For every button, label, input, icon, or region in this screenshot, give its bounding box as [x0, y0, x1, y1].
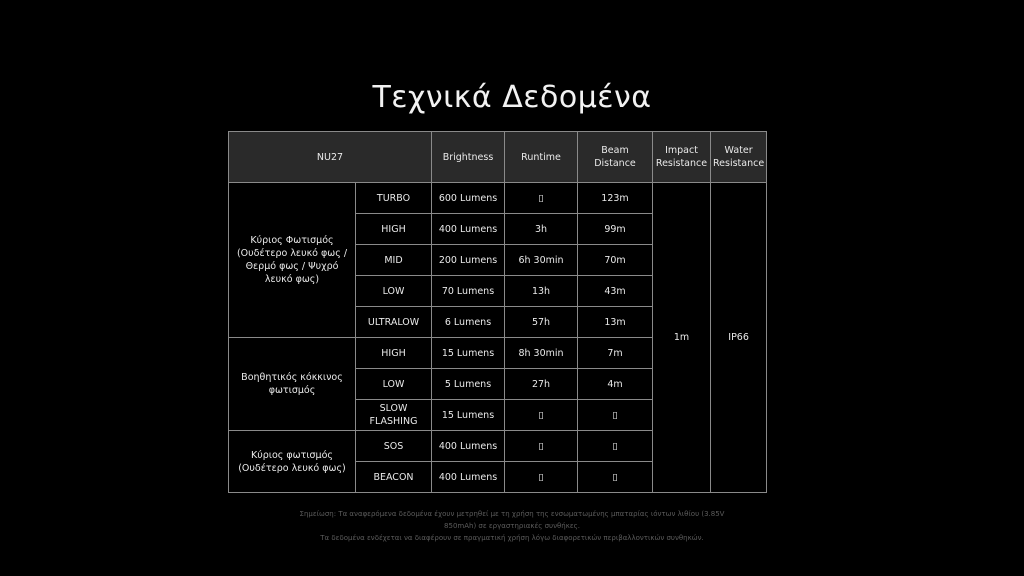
header-impact-resistance: Impact Resistance — [653, 132, 711, 183]
footnote-line: 850mAh) σε εργαστηριακές συνθήκες. — [444, 522, 580, 530]
brightness-cell: 400 Lumens — [432, 214, 505, 245]
mode-cell: MID — [356, 245, 432, 276]
brightness-cell: 400 Lumens — [432, 431, 505, 462]
mode-cell: SOS — [356, 431, 432, 462]
runtime-cell: ▯ — [505, 431, 578, 462]
brightness-cell: 200 Lumens — [432, 245, 505, 276]
header-beam-distance: Beam Distance — [578, 132, 653, 183]
header-model: NU27 — [229, 132, 432, 183]
runtime-cell: 57h — [505, 307, 578, 338]
runtime-cell: 27h — [505, 369, 578, 400]
mode-cell: ULTRALOW — [356, 307, 432, 338]
beam-cell: ▯ — [578, 400, 653, 431]
footnote-line: Τα δεδομένα ενδέχεται να διαφέρουν σε πραγματική χρήση λόγω διαφορετικών περιβαλλοντικών συνθηκών. — [320, 534, 704, 542]
footnote — [0, 508, 1024, 544]
brightness-cell: 600 Lumens — [432, 183, 505, 214]
beam-cell: 13m — [578, 307, 653, 338]
beam-cell: ▯ — [578, 431, 653, 462]
brightness-cell: 6 Lumens — [432, 307, 505, 338]
runtime-cell: ▯ — [505, 183, 578, 214]
impact-value: 1m — [653, 183, 711, 493]
mode-cell: HIGH — [356, 338, 432, 369]
beam-cell: 4m — [578, 369, 653, 400]
runtime-cell: 6h 30min — [505, 245, 578, 276]
runtime-cell: ▯ — [505, 400, 578, 431]
header-brightness: Brightness — [432, 132, 505, 183]
brightness-cell: 15 Lumens — [432, 400, 505, 431]
runtime-cell: 3h — [505, 214, 578, 245]
group-label: Βοηθητικός κόκκινος φωτισμός — [229, 338, 356, 431]
spec-table — [228, 131, 767, 493]
mode-cell: TURBO — [356, 183, 432, 214]
mode-cell: BEACON — [356, 462, 432, 493]
header-runtime: Runtime — [505, 132, 578, 183]
brightness-cell: 400 Lumens — [432, 462, 505, 493]
beam-cell: ▯ — [578, 462, 653, 493]
brightness-cell: 70 Lumens — [432, 276, 505, 307]
table-header-row — [229, 132, 767, 183]
beam-cell: 123m — [578, 183, 653, 214]
footnote-line: Σημείωση: Τα αναφερόμενα δεδομένα έχουν μετρηθεί με τη χρήση της ενσωματωμένης μπαταρίας ιόντων λιθίου (3.85V — [299, 510, 725, 518]
brightness-cell: 5 Lumens — [432, 369, 505, 400]
brightness-cell: 15 Lumens — [432, 338, 505, 369]
group-label: Κύριος φωτισμός (Ουδέτερο λευκό φως) — [229, 431, 356, 493]
water-value: IP66 — [711, 183, 767, 493]
runtime-cell: ▯ — [505, 462, 578, 493]
beam-cell: 43m — [578, 276, 653, 307]
header-water-resistance: Water Resistance — [711, 132, 767, 183]
runtime-cell: 13h — [505, 276, 578, 307]
beam-cell: 70m — [578, 245, 653, 276]
beam-cell: 99m — [578, 214, 653, 245]
mode-cell: SLOW FLASHING — [356, 400, 432, 431]
page-title: Τεχνικά Δεδομένα — [372, 80, 652, 115]
runtime-cell: 8h 30min — [505, 338, 578, 369]
beam-cell: 7m — [578, 338, 653, 369]
mode-cell: HIGH — [356, 214, 432, 245]
mode-cell: LOW — [356, 276, 432, 307]
table-row — [229, 183, 767, 214]
group-label: Κύριος Φωτισμός (Ουδέτερο λευκό φως / Θερμό φως / Ψυχρό λευκό φως) — [229, 183, 356, 338]
mode-cell: LOW — [356, 369, 432, 400]
